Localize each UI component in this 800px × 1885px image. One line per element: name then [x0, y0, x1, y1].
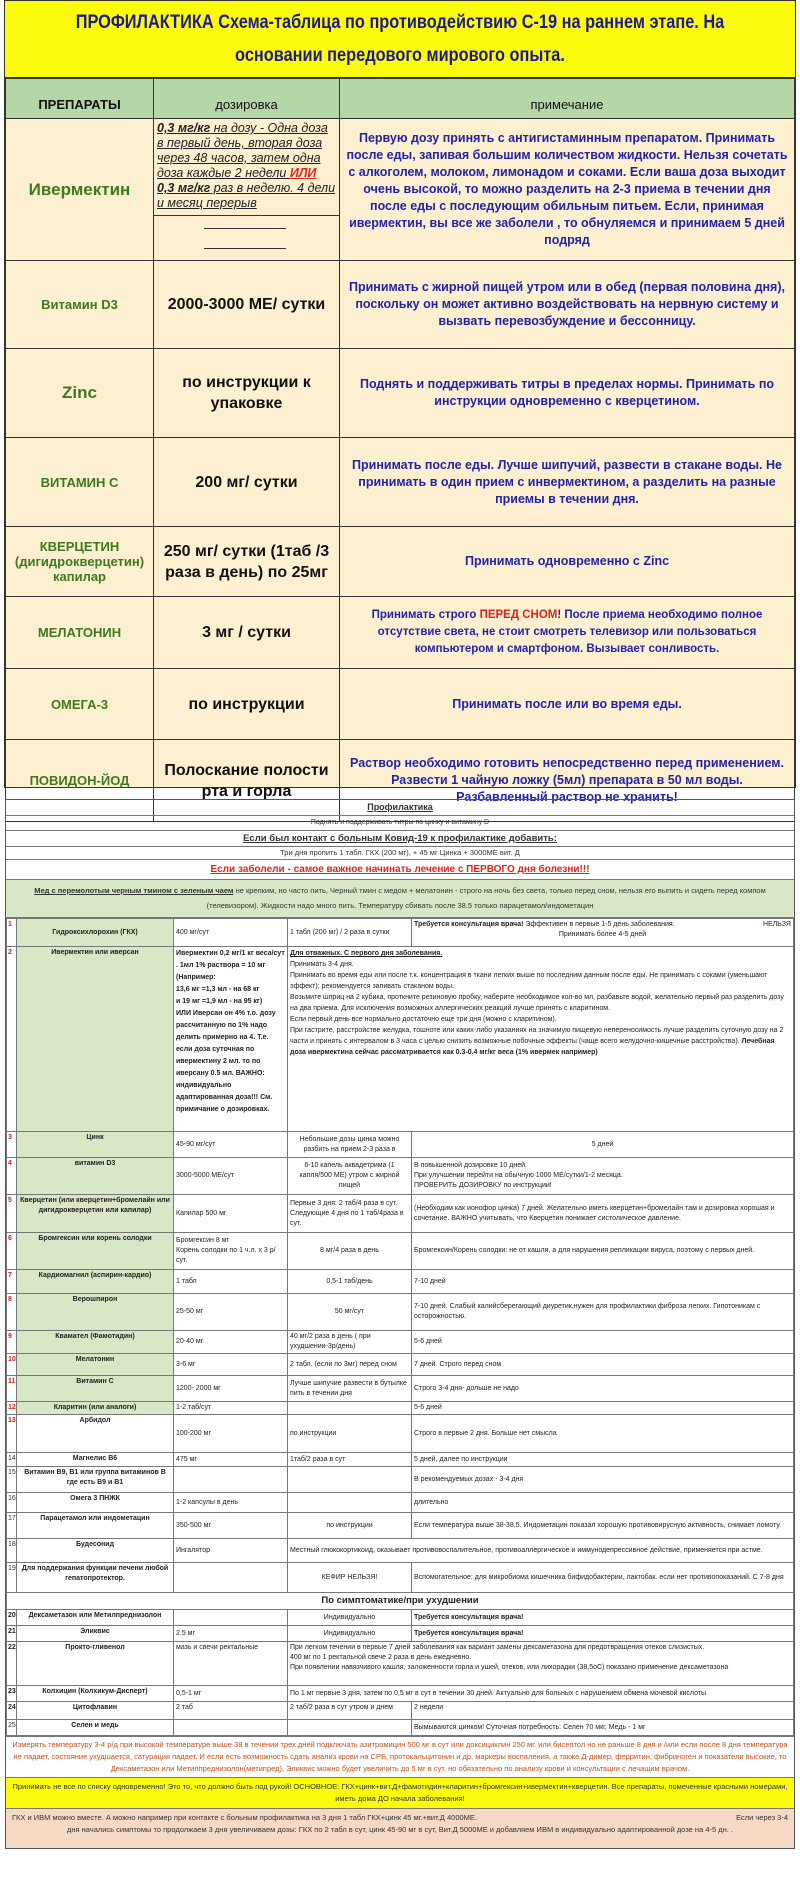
table-row [7, 947, 794, 1132]
med-regimen: 8 мг/4 раза в день [288, 1233, 412, 1270]
drug-name: ОМЕГА-3 [6, 669, 154, 740]
med-note: длительно [412, 1493, 794, 1513]
row-number: 16 [7, 1493, 17, 1513]
med-regimen [288, 1493, 412, 1513]
row-number: 24 [7, 1702, 17, 1720]
med-regimen: 2 таб/2 раза в сут утром и днем [288, 1702, 412, 1720]
medication-table [6, 918, 794, 1736]
dose-line: 13,6 мг =1,3 мл - на 68 кг [176, 986, 260, 993]
dose-schedule: на дозу - Одна доза в первый день, вторая доза через 48 часов, затем одна доза каждые 2 недели [157, 121, 328, 180]
med-name: Для поддержания функции печени любой гепатопротектор. [17, 1563, 174, 1593]
table-row [7, 1642, 794, 1686]
med-note: Строго 3-4 дня- дольше не надо [412, 1376, 794, 1402]
med-note: 2 недели [412, 1702, 794, 1720]
med-dose: 1-2 капсулы в день [174, 1493, 288, 1513]
med-regimen: 6-10 капель аквадетрима (1 капля/500 МЕ) утром с жирной пищей [288, 1158, 412, 1195]
med-regimen: 2 табл. (если по 3мг) перед сном [288, 1354, 412, 1376]
row-number: 18 [7, 1539, 17, 1563]
row-number: 7 [7, 1270, 17, 1294]
dose-amount: 0,3 мг/кг [157, 121, 211, 135]
med-note: Если температура выше 38-38.5. Индометацин показал хорошую противовирусную активность, снимает ломоту. [412, 1513, 794, 1539]
table-row [7, 1539, 794, 1563]
med-note: 5-6 дней [412, 1402, 794, 1415]
med-dose: 2.5 мг [174, 1626, 288, 1642]
med-dose: 350-500 мг [174, 1513, 288, 1539]
med-note: 5 дней [412, 1132, 794, 1158]
row-number: 2 [7, 947, 17, 1132]
note-bold: Лечебная доза ивермектина сейчас рассматривается как 0.3-0.4 мг/кг веса (1% ивермек например) [290, 1038, 775, 1056]
row-number: 12 [7, 1402, 17, 1415]
table-row [7, 1132, 794, 1158]
table-row [7, 1467, 794, 1493]
dose-line: и 19 мг =1,9 мл - на 95 кг) [176, 998, 263, 1005]
row-number: 25 [7, 1720, 17, 1736]
note-bold: Требуется консультация врача! [414, 921, 524, 928]
drug-name: КВЕРЦЕТИН (дигидрокверцетин) капилар [6, 527, 154, 597]
medication-rows [7, 1132, 794, 1593]
row-number: 14 [7, 1453, 17, 1467]
med-name: Дексаметазон или Метилпреднизолон [17, 1610, 174, 1626]
drug-dose: по инструкции [154, 669, 340, 740]
row-number: 1 [7, 919, 17, 947]
table-row-ivermectin [6, 119, 795, 261]
med-name: Кардиомагнил (аспирин-кардио) [17, 1270, 174, 1294]
med-name: Эликвис [17, 1626, 174, 1642]
row-number: 5 [7, 1195, 17, 1233]
row-number: 3 [7, 1132, 17, 1158]
header-dosage: дозировка [154, 79, 340, 119]
table-row-melatonin [6, 597, 795, 669]
med-name: Мелатонин [17, 1354, 174, 1376]
med-dose: 100-200 мг [174, 1415, 288, 1453]
note-text-line2: Принимать более 4-5 дней [558, 931, 647, 938]
drug-note: Принимать одновременно с Zinc [340, 527, 795, 597]
note-line: Возьмите шприц на 2 кубика, проткните резиновую пробку, наберите необходимое кол-во мл, разбавьте водой, желательно первый раз разделить дозу на два приема. Для исключения возможных аллергических реакций лучше принять с кларитином. [290, 994, 784, 1012]
dose-schedule-alt: раз в неделю. 4 дели и месяц перерыв [157, 181, 336, 210]
note-line: Принимать 3-4 дня. [290, 961, 354, 968]
drug-note [340, 597, 795, 669]
drug-dose: 2000-3000 МЕ/ сутки [154, 261, 340, 349]
med-dose [174, 1467, 288, 1493]
table-row [7, 1294, 794, 1331]
med-dose: Ингалятор [174, 1539, 288, 1563]
combination-text-line2: дня начались симптомы то продолжаем 3 дня увеличиваем дозы: ГКХ по 2 табл в сут, цинк 45-90 мг в сут, Вит.Д 5000МЕ и добавляем ИВМ в индивидуально адаптированной дозе на 4-5 дн. . [66, 1825, 734, 1834]
med-regimen: Индивидуально [288, 1610, 412, 1626]
med-note: 5 дней, далее по инструкции [412, 1453, 794, 1467]
med-dose: 1200- 2000 мг [174, 1376, 288, 1402]
temperature-advice: Измерять температуру 3-4 р/д при высокой температуре выше 38 в течении трех дней подключать азитромицин 500 мг в сут или доксициклин 250 мг. или бисептол но не раньше 8 дня и /или если после 8 дня температура не падает, состояние ухудшается, сатурация падает. И если есть возможность сдать анализ крови на СРБ, протокальцитонин и др. маркеры воспаления, а также Д-димер, ферритин, фибриноген и показатели высокие, то Дексаметазон или Метилпреднизолон(метипред), Эликвис можно будет увеличить до 5 мг в сут, но обязательно по анализу крови и консультации с лечащим врачом. [6, 1736, 794, 1777]
med-note: Вымываются цинком! Суточная потребность: Селен 70 мкг, Медь - 1 мг [412, 1720, 794, 1736]
row-number: 22 [7, 1642, 17, 1686]
table-row [7, 1415, 794, 1453]
med-name: Арбидол [17, 1415, 174, 1453]
row-number: 19 [7, 1563, 17, 1593]
blank-lines [154, 215, 339, 254]
med-regimen: 40 мг/2 раза в день ( при ухудшении-3р/день) [288, 1331, 412, 1354]
header-notes: примечание [340, 79, 795, 119]
honey-advice-bold: Мед с перемолотым черным тмином с зеленым чаем [34, 886, 234, 895]
note-text: ! После приема необходимо полное отсутствие света, не стоит смотреть телевизор или пользоваться компьютером и смартфоном. Вызывает сонливость. [377, 609, 763, 655]
drug-name: Zinc [6, 349, 154, 438]
table-row [6, 349, 795, 438]
med-regimen: по инструкции [288, 1513, 412, 1539]
table-row [7, 1158, 794, 1195]
med-dose: 3-6 мг [174, 1354, 288, 1376]
row-number: 10 [7, 1354, 17, 1376]
drug-dose: по инструкции к упаковке [154, 349, 340, 438]
row-number: 20 [7, 1610, 17, 1626]
med-name: Бромгексин или корень солодки [17, 1233, 174, 1270]
med-regimen [288, 1467, 412, 1493]
med-name: Селен и медь [17, 1720, 174, 1736]
drug-name: Витамин D3 [6, 261, 154, 349]
table-row [6, 438, 795, 527]
table-row [7, 1233, 794, 1270]
med-name: Ивермектин или иверсан [17, 947, 174, 1132]
table-row [7, 1195, 794, 1233]
table-row [7, 1331, 794, 1354]
med-note: Бромгексин/Корень солодки: не от кашля, а для нарушения репликации вируса, поэтому с первых дней. [412, 1233, 794, 1270]
table-row [7, 1402, 794, 1415]
med-dose: 45-90 мг/сут [174, 1132, 288, 1158]
ivermectin-dosage-cell [154, 119, 340, 261]
med-note: 5-6 дней [412, 1331, 794, 1354]
prophylaxis-scheme-table [4, 0, 796, 804]
med-name: Магнелис В6 [17, 1453, 174, 1467]
contact-text: Три дня пропить 1 табл. ГКХ (200 мг), + 45 мг Цинка + 3000МЕ вит. Д [6, 847, 794, 860]
table-row [7, 1354, 794, 1376]
table-row [7, 1513, 794, 1539]
med-dose: 400 мг/сут [174, 919, 288, 947]
med-regimen [288, 1720, 412, 1736]
drug-dosage-table [5, 78, 795, 822]
table-row [7, 1702, 794, 1720]
table-row [7, 1563, 794, 1593]
treatment-title: Профилактика [6, 800, 794, 816]
table-row [6, 669, 795, 740]
drug-note: Поднять и поддерживать титры в пределах нормы. Принимать по инструкции одновременно с кверцетином. [340, 349, 795, 438]
med-note: В повышенной дозировке 10 дней. При улучшении перейти на обычную 1000 МЕ/сутки/1-2 месяца. ПРОВЕРИТЬ ДОЗИРОВКУ по инструкции! [412, 1158, 794, 1195]
med-note: В рекомендуемых дозах - 3-4 дня [412, 1467, 794, 1493]
drug-dose: Полоскание полости рта и горла [154, 740, 340, 822]
dose-line: Ивермектин 0,2 мг/1 кг веса/сут . 1мл 1% раствора = 10 мг [176, 950, 285, 969]
med-regimen: КЕФИР НЕЛЬЗЯ! [288, 1563, 412, 1593]
row-number: 23 [7, 1686, 17, 1702]
drug-note: Принимать с жирной пищей утром или в обед (первая половина дня), поскольку он может активно воздействовать на нервную систему и вызвать перевозбуждение и бессонницу. [340, 261, 795, 349]
note-heading: Для отважных. С первого дня заболевания. [290, 950, 443, 957]
note-text: Принимать строго [371, 609, 480, 621]
table-row [6, 527, 795, 597]
honey-advice-text: не крепким, но часто пить, Черный тмин с медом + мелатонин - строго на ночь без света, только перед сном, нельзя его выпить и сидеть перед компом (телевизором). Жидкости надо много пить. Температуру сбивать после 38.5 только парацетамол/индометацин [206, 886, 766, 910]
dose-line: (Например: [176, 974, 216, 981]
med-note [288, 947, 794, 1132]
drug-dose: 200 мг/ сутки [154, 438, 340, 527]
scheme-title-banner [5, 1, 795, 78]
treatment-subtitle: Поднять и поддерживать титры по цинку и витамину D [6, 816, 794, 831]
symptom-rows [7, 1610, 794, 1642]
med-dose: 1 табл [174, 1270, 288, 1294]
med-dose: 0,5-1 мг [174, 1686, 288, 1702]
header-drugs: ПРЕПАРАТЫ [6, 79, 154, 119]
section-heading-row [7, 1593, 794, 1610]
drug-name: Ивермектин [6, 119, 154, 261]
main-reminder: Принимать не все по списку одновременно! Это то, что должно быть под рукой! ОСНОВНОЕ: ГКХ+цинк+вит.Д+фамотидин+кларитин+бромгексин+ивермектин+кверцетин. Все препараты, помеченные красными номерами, иметь дома ДО начала заболевания! [6, 1777, 794, 1808]
med-regimen: 1таб/2 раза в сут [288, 1453, 412, 1467]
section-heading: По симптоматике/при ухудшении [7, 1593, 794, 1610]
med-name: витамин D3 [17, 1158, 174, 1195]
med-name: Будесонид [17, 1539, 174, 1563]
med-name: Колхицин (Колхикум-Дисперт) [17, 1686, 174, 1702]
honey-advice [6, 880, 794, 918]
med-name: Верошпирон [17, 1294, 174, 1331]
med-dose [174, 1720, 288, 1736]
table-row [7, 1720, 794, 1736]
med-note: При легком течении в первые 7 дней заболевания как вариант замены дексаметазона для предотвращения отеков слизистых. 400 мг по 1 ректальной свече 2 раза в день ежедневно. При появлении навязчивого кашля, заложенности горла и ушей, отеков, или лихорадки (38,5оС) показано применение дексаметазона [288, 1642, 794, 1686]
table-row [7, 1610, 794, 1626]
note-text: Эффективен в первые 1-5 день заболевания. [523, 921, 675, 928]
table-row [7, 919, 794, 947]
med-note: Требуется консультация врача! [412, 1610, 794, 1626]
drug-name: МЕЛАТОНИН [6, 597, 154, 669]
med-dose: 2 таб [174, 1702, 288, 1720]
med-dose: Бромгексин 8 мг Корень солодки по 1 ч.л. х 3 р/сут. [174, 1233, 288, 1270]
drug-dose: 250 мг/ сутки (1таб /3 раза в день) по 25мг [154, 527, 340, 597]
med-dose: мазь и свечи ректальные [174, 1642, 288, 1686]
med-dose: 20-40 мг [174, 1331, 288, 1354]
med-dose: 25-50 мг [174, 1294, 288, 1331]
drug-dose: 3 мг / сутки [154, 597, 340, 669]
med-name: Витамин С [17, 1376, 174, 1402]
dose-amount-alt: 0,3 мг/кг [157, 181, 211, 195]
note-warning-red: ПЕРЕД СНОМ [479, 609, 558, 621]
med-regimen [288, 1402, 412, 1415]
med-regimen: Первые 3 дня: 2 таб/4 раза в сут. Следующие 4 дня по 1 таб/4раза в сут. [288, 1195, 412, 1233]
med-note: 7 дней. Строго перед сном [412, 1354, 794, 1376]
table-row [6, 261, 795, 349]
med-dose [174, 1610, 288, 1626]
med-name: Прокто-гливенол [17, 1642, 174, 1686]
row-number: 6 [7, 1233, 17, 1270]
med-note: (Необходим как ионофор цинка) 7 дней. Желательно иметь кверцетин+бромелайн там и дозировка хорошая и сочетание. ВАЖНО учитывать, что Кверцетин понижает систолическое давление. [412, 1195, 794, 1233]
row-number: 15 [7, 1467, 17, 1493]
med-name: Цитофлавин [17, 1702, 174, 1720]
dose-or-label: ИЛИ [289, 166, 317, 180]
illness-heading: Если заболели - самое важное начинать лечение с ПЕРВОГО дня болезни!!! [6, 860, 794, 880]
med-note: Местный глюкокортикоид, оказывает противовоспалительное, противоаллергическое и иммунодепрессивное действие, применяется при астме. [288, 1539, 794, 1563]
med-regimen: 0,5-1 таб/день [288, 1270, 412, 1294]
med-dose: 1-2 таб/сут [174, 1402, 288, 1415]
med-regimen: Индивидуально [288, 1626, 412, 1642]
med-dose: Капилар 500 мг [174, 1195, 288, 1233]
drug-name: ПОВИДОН-ЙОД [6, 740, 154, 822]
row-number: 8 [7, 1294, 17, 1331]
med-name: Квамател (Фамотидин) [17, 1331, 174, 1354]
med-dose: 3000-5000 МЕ/сут [174, 1158, 288, 1195]
row-number: 17 [7, 1513, 17, 1539]
med-note: 7-10 дней. Слабый калийсберегающий диуретик,нужен для профилактики фиброза легких. Гипотоникам с осторожностью. [412, 1294, 794, 1331]
med-note [412, 919, 794, 947]
med-name: Кларитин (или аналоги) [17, 1402, 174, 1415]
drug-note: Принимать после или во время еды. [340, 669, 795, 740]
med-note: Требуется консультация врача! [412, 1626, 794, 1642]
row-number: 13 [7, 1415, 17, 1453]
med-name: Витамин В9, В1 или группа витаминов В где есть В9 и В1 [17, 1467, 174, 1493]
med-regimen: по инструкции [288, 1415, 412, 1453]
note-line: Принимать во время еды или после т.к. концентрация в ткани легких выше по последним данным после еды. Не принимать с соками (уменьшают эффект); рекомендуется запивать стаканом воды. [290, 972, 768, 990]
note-line: Если первый день все нормально достаточно еще три дня (можно с кларитином). [290, 1016, 557, 1023]
med-regimen: 50 мг/сут [288, 1294, 412, 1331]
treatment-table [5, 799, 795, 1849]
row-number: 21 [7, 1626, 17, 1642]
table-row [7, 1686, 794, 1702]
drug-note: Раствор необходимо готовить непосредственно перед применением. Развести 1 чайную ложку (5мл) препарата в 50 мл воды. Разбавленный раствор не хранить! [340, 740, 795, 822]
med-note: Строго в первые 2 дня. Больше нет смысла [412, 1415, 794, 1453]
note-line: При гастрите, расстройстве желудка, тошноте или каких-либо указаниях на значимую пищевую непереносимость лучше разделить суточную дозу на 2 части и принять с интервалом в 3 часа с целью снизить возможные побочные эффекты (чаще всего желудочно-кишечные расстройства). [290, 1027, 784, 1045]
combination-advice [6, 1808, 794, 1848]
dose-line: ИЛИ Иверсан он 4% т.о. дозу рассчитанную по 1% надо делить примерно на 4. Т.е. если доза суточная по ивермектину 2 мл. то по иверсану 0.5 мл. ВАЖНО: индивидуально адаптированная доза!!! См. примичание о дозировках. [176, 1010, 276, 1113]
drug-note: Принимать после еды. Лучше шипучий, развести в стакане воды. Не принимать в один прием с инвермектином, а разделить на разные приемы в течении дня. [340, 438, 795, 527]
row-number: 4 [7, 1158, 17, 1195]
med-name: Кверцетин (или кверцетин+бромелайн или дигидрокверцетин или капилар) [17, 1195, 174, 1233]
drug-name: ВИТАМИН С [6, 438, 154, 527]
table-row [7, 1376, 794, 1402]
table-header-row [6, 79, 795, 119]
note-text-right: НЕЛЬЗЯ [762, 921, 791, 928]
med-dose [174, 947, 288, 1132]
drug-note: Первую дозу принять с антигистаминным препаратом. Принимать после еды, запивая большим количеством жидкости. Нельзя сочетать с алкоголем, молоком, лимонадом и соками. Если ваша доза выходит очень высокой, то можно разделить на 2-3 приема в течении дня после еды с последующим обильным питьем. Если, принимая ивермектин, вы все же заболели , то обнуляемся и принимаем 5 дней подряд [340, 119, 795, 261]
combination-text-right: Если через 3-4 [736, 1813, 788, 1822]
med-note: 7-10 дней [412, 1270, 794, 1294]
table-row [7, 1493, 794, 1513]
med-dose [174, 1563, 288, 1593]
table-row [7, 1626, 794, 1642]
med-regimen: 1 табл (200 мг) / 2 раза в сутки [288, 919, 412, 947]
combination-text: ГКХ и ИВМ можно вместе. А можно например при контакте с больным профилактика на 3 дня 1 табл ГКХ+цинк 45 мг.+вит.Д 4000МЕ. [12, 1813, 477, 1822]
med-regimen: Лучше шипучие развести в бутылке пить в течении дня [288, 1376, 412, 1402]
ivermectin-dosage [154, 119, 339, 211]
med-name: Парацетамол или индометацин [17, 1513, 174, 1539]
med-name: Гидроксихлорохин (ГКХ) [17, 919, 174, 947]
table-row [7, 1270, 794, 1294]
scheme-title: ПРОФИЛАКТИКА Схема-таблица по противодействию С-19 на раннем этапе. На основании передового мирового опыта. [75, 12, 725, 66]
med-note: Вспомогательное: для микробиома кишечника бифидобактерии, лактобак. если нет противопоказаний. С 7-8 дня [412, 1563, 794, 1593]
table-row [7, 1453, 794, 1467]
row-number: 9 [7, 1331, 17, 1354]
contact-heading: Если был контакт с больным Ковид-19 к профилактике добавить: [6, 831, 794, 847]
med-note: По 1 мг первые 3 дня, затем по 0,5 мг в сут в течении 30 дней. Актуально для больных с нарушением обмена мочевой кислоты [288, 1686, 794, 1702]
med-regimen: Небольшие дозы цинка можно разбить на прием 2-3 раза в [288, 1132, 412, 1158]
med-dose: 475 мг [174, 1453, 288, 1467]
med-name: Цинк [17, 1132, 174, 1158]
row-number: 11 [7, 1376, 17, 1402]
med-name: Омега 3 ПНЖК [17, 1493, 174, 1513]
